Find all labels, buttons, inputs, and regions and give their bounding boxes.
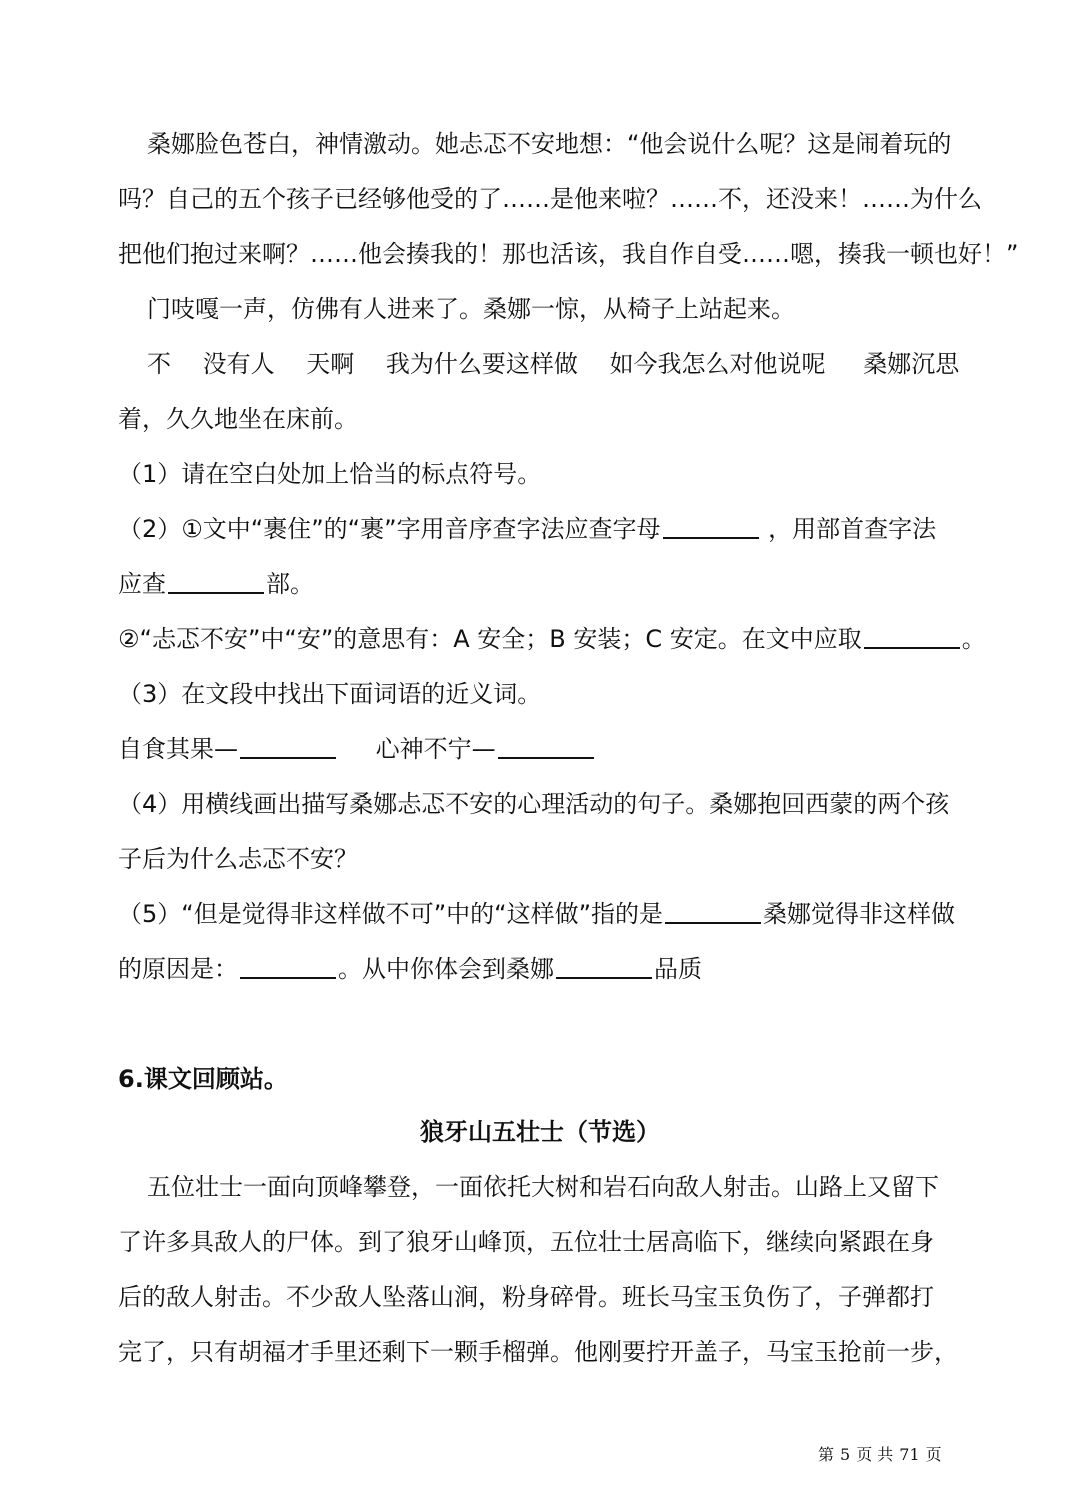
question-5-text: （5）“但是觉得非这样做不可”中的“这样做”指的是 [118, 900, 664, 928]
page-label: 页 共 [856, 1445, 894, 1464]
question-2-text: 应查 [118, 570, 166, 598]
question-2-line-1 [118, 512, 936, 546]
passage-fragment: 不 [147, 350, 171, 378]
answer-blank[interactable] [663, 513, 759, 539]
question-4-line-1: （4）用横线画出描写桑娜忐忑不安的心理活动的句子。桑娜抱回西蒙的两个孩 [118, 790, 950, 818]
synonym-word: 自食其果— [118, 735, 238, 763]
question-5-line-1 [118, 897, 955, 931]
question-3: （3）在文段中找出下面词语的近义词。 [118, 680, 542, 708]
answer-blank[interactable] [864, 623, 960, 649]
current-page: 5 [840, 1445, 851, 1464]
section6-line-3: 后的敌人射击。不少敌人坠落山涧，粉身碎骨。班长马宝玉负伤了，子弹都打 [118, 1283, 934, 1311]
section-heading: 6.课文回顾站。 [118, 1065, 288, 1093]
passage-fragment: 没有人 [202, 350, 275, 378]
question-2-line-3 [118, 622, 986, 656]
passage-fragment: 我为什么要这样做 [385, 350, 578, 378]
question-2-text: 。 [961, 625, 986, 653]
question-5-text: 桑娜觉得非这样做 [763, 900, 956, 928]
question-2-text: （2）①文中“裹住”的“裹”字用音序查字法应查字母 [118, 515, 661, 543]
answer-blank[interactable] [498, 733, 594, 759]
passage-fragment: 如今我怎么对他说呢 [609, 350, 826, 378]
section6-line-1: 五位壮士一面向顶峰攀登，一面依托大树和岩石向敌人射击。山路上又留下 [147, 1173, 939, 1201]
question-5-text: 的原因是： [118, 955, 238, 983]
question-2-text: ②“忐忑不安”中“安”的意思有：A 安全；B 安装；C 安定。在文中应取 [118, 625, 862, 653]
question-5-line-2 [118, 952, 702, 986]
passage-line-3: 把他们抱过来啊？……他会揍我的！那也活该，我自作自受……嗯，揍我一顿也好！” [118, 240, 1019, 268]
question-2-text: 部。 [266, 570, 314, 598]
answer-blank[interactable] [240, 733, 336, 759]
section6-line-2: 了许多具敌人的尸体。到了狼牙山峰顶，五位壮士居高临下，继续向紧跟在身 [118, 1228, 934, 1256]
passage-title: 狼牙山五壮士（节选） [420, 1118, 660, 1146]
passage-line-5 [147, 347, 959, 381]
question-5-text: 品质 [654, 955, 702, 983]
section6-line-4: 完了，只有胡福才手里还剩下一颗手榴弹。他刚要拧开盖子，马宝玉抢前一步， [118, 1338, 958, 1366]
synonym-word: 心神不宁— [375, 735, 496, 763]
question-4-line-2: 子后为什么忐忑不安？ [118, 845, 358, 873]
total-pages: 71 [899, 1445, 920, 1464]
question-3-answers [118, 732, 596, 766]
answer-blank[interactable] [556, 953, 652, 979]
page-label: 页 [925, 1445, 942, 1464]
question-2-text: ，用部首查字法 [768, 515, 937, 543]
question-5-text: 。从中你体会到桑娜 [338, 955, 554, 983]
passage-fragment: 桑娜沉思 [863, 350, 960, 378]
question-1: （1）请在空白处加上恰当的标点符号。 [118, 460, 542, 488]
passage-line-6: 着，久久地坐在床前。 [118, 405, 358, 433]
page-number [815, 1442, 945, 1465]
page-label: 第 [818, 1445, 835, 1464]
answer-blank[interactable] [240, 953, 336, 979]
answer-blank[interactable] [168, 568, 264, 594]
passage-line-4: 门吱嘎一声，仿佛有人进来了。桑娜一惊，从椅子上站起来。 [147, 295, 795, 323]
passage-fragment: 天啊 [306, 350, 355, 378]
question-2-line-2 [118, 567, 314, 601]
passage-line-2: 吗？自己的五个孩子已经够他受的了……是他来啦？……不，还没来！……为什么 [118, 185, 982, 213]
answer-blank[interactable] [665, 898, 761, 924]
passage-line-1: 桑娜脸色苍白，神情激动。她忐忑不安地想：“他会说什么呢？这是闹着玩的 [147, 130, 952, 158]
